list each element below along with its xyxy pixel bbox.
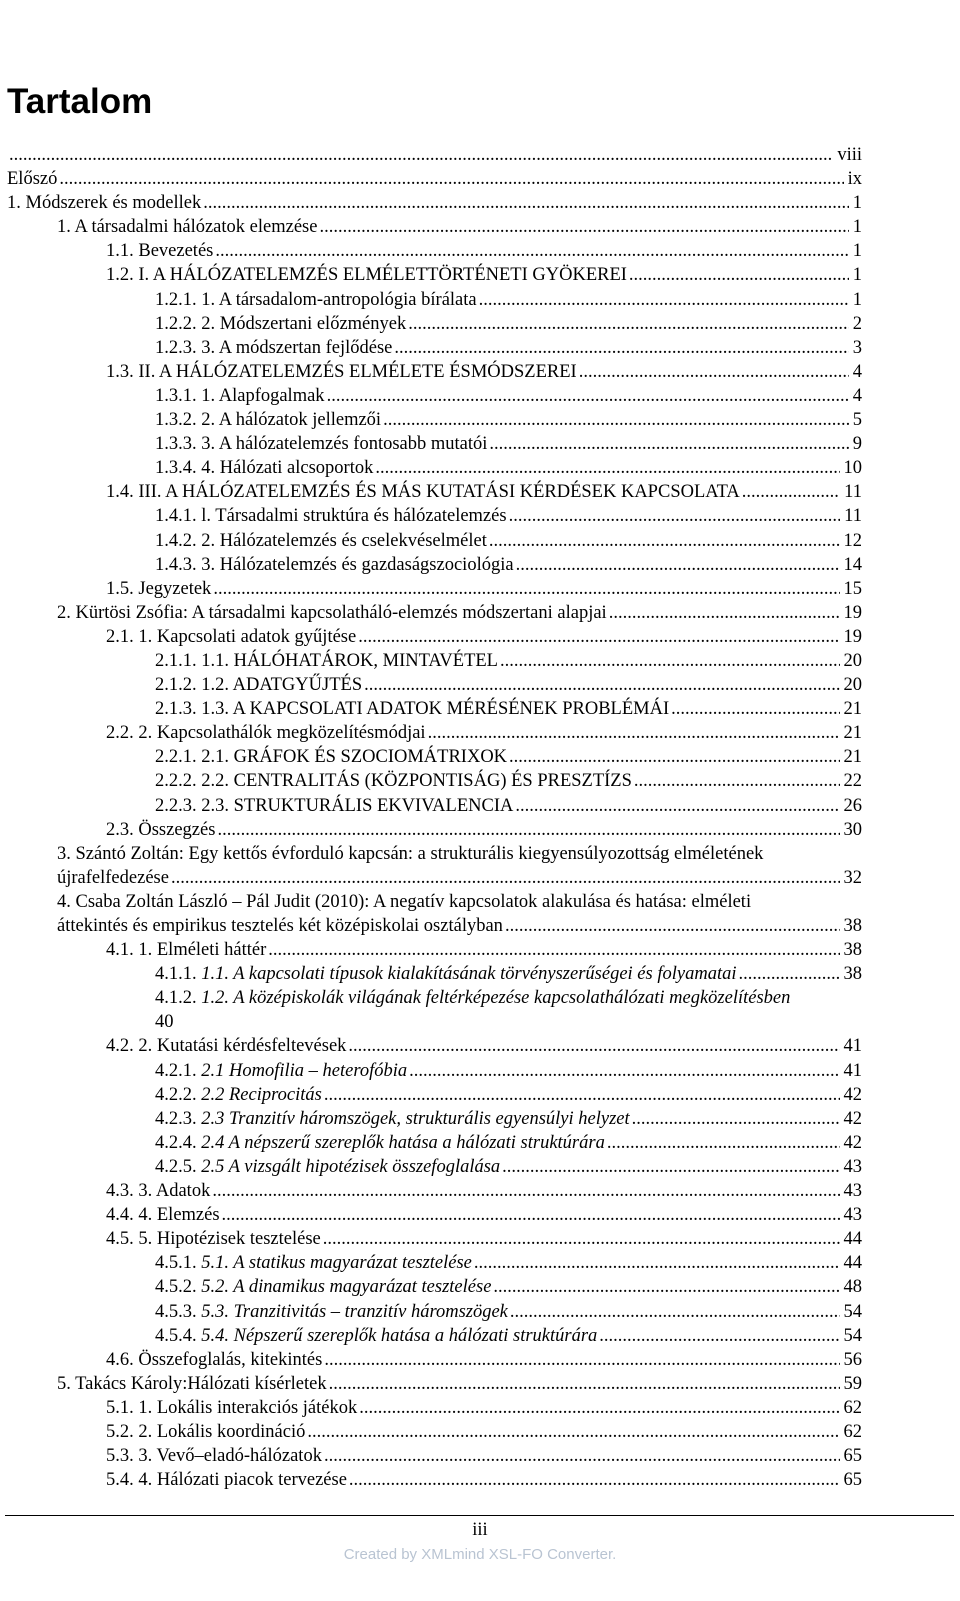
- toc-page-number: 56: [843, 1349, 862, 1370]
- toc-page-number: 48: [843, 1277, 862, 1298]
- toc-entry[interactable]: [0, 456, 862, 480]
- toc-page-number: 43: [843, 1156, 862, 1177]
- toc-entry[interactable]: [0, 480, 862, 504]
- toc-page-number: 40: [155, 1012, 174, 1033]
- toc-entry-text: 1.4.3. 3. Hálózatelemzés és gazdaságszociológia: [155, 554, 514, 575]
- toc-entry-text: 5.3. 3. Vevő–eladó-hálózatok: [106, 1446, 322, 1467]
- toc-page-number: 43: [843, 1205, 862, 1226]
- dot-leader: [428, 721, 840, 745]
- toc-entry[interactable]: [0, 721, 862, 745]
- toc-entry-text: Előszó: [7, 169, 58, 190]
- dot-leader: [634, 769, 840, 793]
- toc-entry[interactable]: [0, 601, 862, 625]
- dot-leader: [268, 938, 839, 962]
- toc-entry-text: 1.1. Bevezetés: [106, 241, 214, 262]
- toc-entry[interactable]: [0, 191, 862, 215]
- dot-leader: [505, 914, 840, 938]
- toc-entry-text: 4.5.1. 5.1. A statikus magyarázat tesztelése: [155, 1253, 472, 1274]
- dot-leader: [742, 480, 840, 504]
- toc-page-number: 5: [852, 410, 862, 431]
- toc-entry[interactable]: [0, 408, 862, 432]
- toc-page-number: 1: [852, 217, 862, 238]
- toc-page-number: 42: [843, 1084, 862, 1105]
- toc-entry[interactable]: [0, 1396, 862, 1420]
- toc-entry-text: 3. Szántó Zoltán: Egy kettős évforduló kapcsán: a strukturális kiegyensúlyozottság elméletének: [57, 843, 764, 864]
- dot-leader: [609, 601, 840, 625]
- toc-page-number: 11: [844, 506, 862, 527]
- dot-leader: [671, 697, 839, 721]
- toc-entry-text: 4.3. 3. Adatok: [106, 1181, 211, 1202]
- toc-entry[interactable]: [0, 312, 862, 336]
- dot-leader: [500, 649, 840, 673]
- dot-leader: [222, 1203, 840, 1227]
- toc-entry[interactable]: [0, 1083, 862, 1107]
- dot-leader: [9, 143, 833, 167]
- dot-leader: [408, 312, 849, 336]
- dot-leader: [358, 625, 839, 649]
- dot-leader: [493, 1275, 839, 1299]
- toc-page-number: 15: [843, 578, 862, 599]
- page-title: Tartalom: [7, 82, 153, 121]
- dot-leader: [203, 191, 849, 215]
- toc-entry-text: 4.5.3. 5.3. Tranzitivitás – tranzitív háromszögek: [155, 1301, 508, 1322]
- toc-entry[interactable]: [0, 1372, 862, 1396]
- dot-leader: [213, 577, 839, 601]
- dot-leader: [474, 1251, 840, 1275]
- toc-page-number: 21: [843, 699, 862, 720]
- toc-entry[interactable]: [0, 577, 862, 601]
- toc-entry-text: 4.2.2. 2.2 Reciprocitás: [155, 1084, 322, 1105]
- toc-entry-text: 1. Módszerek és modellek: [7, 193, 202, 214]
- toc-page-number: viii: [837, 145, 862, 165]
- dot-leader: [516, 553, 840, 577]
- toc-entry[interactable]: [0, 769, 862, 793]
- toc-page-number: 20: [843, 650, 862, 671]
- toc-entry[interactable]: [0, 1324, 862, 1348]
- toc-entry[interactable]: [0, 1444, 862, 1468]
- toc-entry-text: 4.2.4. 2.4 A népszerű szereplők hatása a hálózati struktúrára: [155, 1132, 605, 1153]
- toc-entry[interactable]: [0, 384, 862, 408]
- toc-page-number: 65: [843, 1470, 862, 1491]
- toc-page-number: 41: [843, 1060, 862, 1081]
- toc-page-number: 44: [843, 1229, 862, 1250]
- toc-entry[interactable]: [0, 745, 862, 769]
- toc-page-number: 4: [852, 385, 862, 406]
- toc-page-number: 43: [843, 1181, 862, 1202]
- dot-leader: [324, 1348, 839, 1372]
- dot-leader: [489, 432, 848, 456]
- toc-page-number: 62: [843, 1397, 862, 1418]
- toc-entry-text: 4.1.2. 1.2. A középiskolák világának feltérképezése kapcsolathálózati megközelítésben: [155, 988, 791, 1009]
- dot-leader: [307, 1420, 839, 1444]
- toc-entry[interactable]: [0, 1059, 862, 1083]
- dot-leader: [509, 745, 839, 769]
- dot-leader: [383, 408, 849, 432]
- dot-leader: [323, 1227, 840, 1251]
- dot-leader: [359, 1396, 839, 1420]
- toc-page-number: 32: [843, 867, 862, 888]
- toc-entry[interactable]: [0, 1131, 862, 1155]
- toc-entry-text: 4.2.3. 2.3 Tranzitív háromszögek, strukturális egyensúlyi helyzet: [155, 1108, 630, 1129]
- toc-page-number: 1: [852, 289, 862, 310]
- toc-entry-text: 2.1.1. 1.1. HÁLÓHATÁROK, MINTAVÉTEL: [155, 650, 498, 671]
- toc-entry-text: 1.4. III. A HÁLÓZATELEMZÉS ÉS MÁS KUTATÁSI KÉRDÉSEK KAPCSOLATA: [106, 482, 740, 503]
- toc-entry[interactable]: [0, 986, 862, 1034]
- toc-entry-text: 2.1.2. 1.2. ADATGYŰJTÉS: [155, 675, 363, 696]
- toc-entry[interactable]: [0, 1107, 862, 1131]
- dot-leader: [327, 384, 849, 408]
- toc-page-number: 3: [852, 337, 862, 358]
- toc-entry-text: 1.3.4. 4. Hálózati alcsoportok: [155, 458, 374, 479]
- dot-leader: [629, 263, 849, 287]
- toc-entry[interactable]: [0, 697, 862, 721]
- toc-entry-text: 4.2.5. 2.5 A vizsgált hipotézisek összefoglalása: [155, 1156, 501, 1177]
- toc-entry-text: 2.1.3. 1.3. A KAPCSOLATI ADATOK MÉRÉSÉNEK PROBLÉMÁI: [155, 699, 670, 720]
- toc-page-number: 38: [843, 916, 862, 936]
- dot-leader: [324, 1444, 840, 1468]
- toc-page-number: 9: [852, 434, 862, 455]
- dot-leader: [515, 794, 839, 818]
- dot-leader: [364, 673, 839, 697]
- toc-page-number: 1: [852, 241, 862, 262]
- toc-entry[interactable]: [0, 890, 862, 938]
- toc-entry[interactable]: [0, 625, 862, 649]
- dot-leader: [632, 1107, 840, 1131]
- toc-entry-text: 4.1. 1. Elméleti háttér: [106, 940, 267, 961]
- toc-entry-text: 1.3.1. 1. Alapfogalmak: [155, 385, 325, 406]
- toc-page-number: 42: [843, 1108, 862, 1129]
- toc-page-number: 21: [843, 747, 862, 768]
- dot-leader: [324, 1083, 840, 1107]
- page-number: iii: [472, 1520, 488, 1540]
- dot-leader: [319, 215, 848, 239]
- toc-entry-text: 5.4. 4. Hálózati piacok tervezése: [106, 1470, 347, 1491]
- toc-entry[interactable]: [0, 794, 862, 818]
- dot-leader: [375, 456, 839, 480]
- dot-leader: [509, 504, 841, 528]
- dot-leader: [599, 1324, 839, 1348]
- toc-entry[interactable]: [0, 432, 862, 456]
- table-of-contents: [0, 143, 862, 1492]
- toc-page-number: 14: [843, 554, 862, 575]
- toc-entry[interactable]: [0, 1251, 862, 1275]
- dot-leader: [217, 818, 839, 842]
- dot-leader: [579, 360, 849, 384]
- toc-entry[interactable]: [0, 1420, 862, 1444]
- dot-leader: [348, 1034, 839, 1058]
- toc-page-number: 38: [843, 940, 862, 961]
- toc-entry-text: 2.1. 1. Kapcsolati adatok gyűjtése: [106, 626, 357, 647]
- toc-entry-text: 1.2.3. 3. A módszertan fejlődése: [155, 337, 393, 358]
- toc-entry[interactable]: [0, 818, 862, 842]
- toc-page-number: 10: [843, 458, 862, 479]
- toc-entry[interactable]: [0, 288, 862, 312]
- toc-entry-text: 1.3. II. A HÁLÓZATELEMZÉS ELMÉLETE ÉSMÓDSZEREI: [106, 361, 577, 382]
- toc-entry-text: 2.3. Összegzés: [106, 819, 216, 840]
- toc-entry[interactable]: [0, 263, 862, 287]
- dot-leader: [738, 962, 839, 986]
- toc-entry-text: 4.5.2. 5.2. A dinamikus magyarázat tesztelése: [155, 1277, 492, 1298]
- toc-entry[interactable]: [0, 1348, 862, 1372]
- dot-leader: [479, 288, 849, 312]
- toc-entry-text: 2.2.2. 2.2. CENTRALITÁS (KÖZPONTISÁG) ÉS PRESZTÍZS: [155, 771, 632, 792]
- toc-entry[interactable]: [0, 962, 862, 986]
- toc-page-number: 19: [843, 626, 862, 647]
- toc-entry-text: 4. Csaba Zoltán László – Pál Judit (2010): A negatív kapcsolatok alakulása és hatása: elméleti: [57, 891, 752, 912]
- toc-entry[interactable]: [0, 167, 862, 191]
- toc-entry[interactable]: [0, 1155, 862, 1179]
- toc-entry-text: 4.1.1. 1.1. A kapcsolati típusok kialakításának törvényszerűségei és folyamatai: [155, 964, 737, 985]
- toc-entry[interactable]: [0, 529, 862, 553]
- toc-entry-continuation: áttekintés és empirikus tesztelés két középiskolai osztályban: [57, 916, 503, 936]
- toc-page-number: ix: [847, 169, 862, 190]
- toc-entry[interactable]: [0, 1179, 862, 1203]
- toc-page-number: 42: [843, 1132, 862, 1153]
- dot-leader: [59, 167, 843, 191]
- toc-entry-text: 1.2. I. A HÁLÓZATELEMZÉS ELMÉLETTÖRTÉNETI GYÖKEREI: [106, 265, 627, 286]
- toc-entry-text: 2.2. 2. Kapcsolathálók megközelítésmódjai: [106, 723, 426, 744]
- dot-leader: [394, 336, 848, 360]
- toc-entry-text: 4.4. 4. Elemzés: [106, 1205, 220, 1226]
- toc-page-number: 38: [843, 964, 862, 985]
- toc-page-number: 65: [843, 1446, 862, 1467]
- toc-entry[interactable]: [0, 143, 862, 167]
- toc-entry-text: 5.1. 1. Lokális interakciós játékok: [106, 1397, 358, 1418]
- toc-page-number: 62: [843, 1421, 862, 1442]
- toc-entry[interactable]: [0, 504, 862, 528]
- dot-leader: [489, 529, 840, 553]
- toc-entry-text: 1.2.1. 1. A társadalom-antropológia bírálata: [155, 289, 477, 310]
- toc-entry[interactable]: [0, 1300, 862, 1324]
- toc-page-number: 21: [843, 723, 862, 744]
- toc-entry-text: 4.5.4. 5.4. Népszerű szereplők hatása a hálózati struktúrára: [155, 1325, 598, 1346]
- toc-entry-text: 2. Kürtösi Zsófia: A társadalmi kapcsolatháló-elemzés módszertani alapjai: [57, 602, 607, 623]
- toc-page-number: 11: [844, 482, 862, 503]
- toc-page-number: 22: [843, 771, 862, 792]
- toc-page-number: 1: [852, 193, 862, 214]
- toc-entry[interactable]: [0, 360, 862, 384]
- toc-entry-text: 4.5. 5. Hipotézisek tesztelése: [106, 1229, 321, 1250]
- toc-entry-text: 2.2.1. 2.1. GRÁFOK ÉS SZOCIOMÁTRIXOK: [155, 747, 508, 768]
- toc-entry-text: 4.2.1. 2.1 Homofilia – heterofóbia: [155, 1060, 408, 1081]
- toc-entry[interactable]: [0, 1227, 862, 1251]
- toc-entry[interactable]: [0, 336, 862, 360]
- dot-leader: [215, 239, 848, 263]
- toc-entry-text: 1.3.2. 2. A hálózatok jellemzői: [155, 410, 382, 431]
- toc-page-number: 59: [843, 1373, 862, 1394]
- toc-entry[interactable]: [0, 842, 862, 890]
- toc-entry-text: 4.6. Összefoglalás, kitekintés: [106, 1349, 323, 1370]
- dot-leader: [171, 866, 840, 890]
- toc-page-number: 44: [843, 1253, 862, 1274]
- dot-leader: [502, 1155, 839, 1179]
- toc-page-number: 30: [843, 819, 862, 840]
- toc-page-number: 12: [843, 530, 862, 551]
- toc-entry[interactable]: [0, 553, 862, 577]
- toc-page-number: 54: [843, 1325, 862, 1346]
- toc-entry[interactable]: [0, 215, 862, 239]
- toc-page-number: 19: [843, 602, 862, 623]
- dot-leader: [607, 1131, 840, 1155]
- toc-entry-continuation: újrafelfedezése: [57, 867, 169, 888]
- toc-entry-text: 4.2. 2. Kutatási kérdésfeltevések: [106, 1036, 347, 1057]
- dot-leader: [212, 1179, 839, 1203]
- toc-page-number: 20: [843, 675, 862, 696]
- toc-entry-text: 1.4.2. 2. Hálózatelemzés és cselekvéselmélet: [155, 530, 487, 551]
- toc-entry-text: 1.3.3. 3. A hálózatelemzés fontosabb mutatói: [155, 434, 488, 455]
- toc-entry[interactable]: [0, 1468, 862, 1492]
- toc-entry[interactable]: [0, 239, 862, 263]
- footer-rule: [5, 1515, 954, 1516]
- dot-leader: [409, 1059, 839, 1083]
- toc-page-number: 26: [843, 795, 862, 816]
- toc-entry-text: 1.5. Jegyzetek: [106, 578, 212, 599]
- toc-page-number: 1: [852, 265, 862, 286]
- converter-credit: Created by XMLmind XSL-FO Converter.: [343, 1546, 617, 1563]
- toc-entry-text: 5. Takács Károly:Hálózati kísérletek: [57, 1373, 327, 1394]
- toc-page-number: 54: [843, 1301, 862, 1322]
- toc-page-number: 4: [852, 361, 862, 382]
- dot-leader: [510, 1300, 840, 1324]
- toc-entry[interactable]: [0, 938, 862, 962]
- toc-entry[interactable]: [0, 1034, 862, 1058]
- toc-entry[interactable]: [0, 1275, 862, 1299]
- toc-entry-text: 1. A társadalmi hálózatok elemzése: [57, 217, 318, 238]
- toc-entry[interactable]: [0, 1203, 862, 1227]
- toc-entry[interactable]: [0, 649, 862, 673]
- toc-entry-text: 1.2.2. 2. Módszertani előzmények: [155, 313, 407, 334]
- dot-leader: [349, 1468, 840, 1492]
- toc-entry-text: 2.2.3. 2.3. STRUKTURÁLIS EKVIVALENCIA: [155, 795, 514, 816]
- toc-entry-text: 5.2. 2. Lokális koordináció: [106, 1421, 306, 1442]
- toc-page-number: 2: [852, 313, 862, 334]
- toc-entry[interactable]: [0, 673, 862, 697]
- toc-entry-text: 1.4.1. l. Társadalmi struktúra és hálózatelemzés: [155, 506, 507, 527]
- dot-leader: [329, 1372, 840, 1396]
- toc-page-number: 41: [843, 1036, 862, 1057]
